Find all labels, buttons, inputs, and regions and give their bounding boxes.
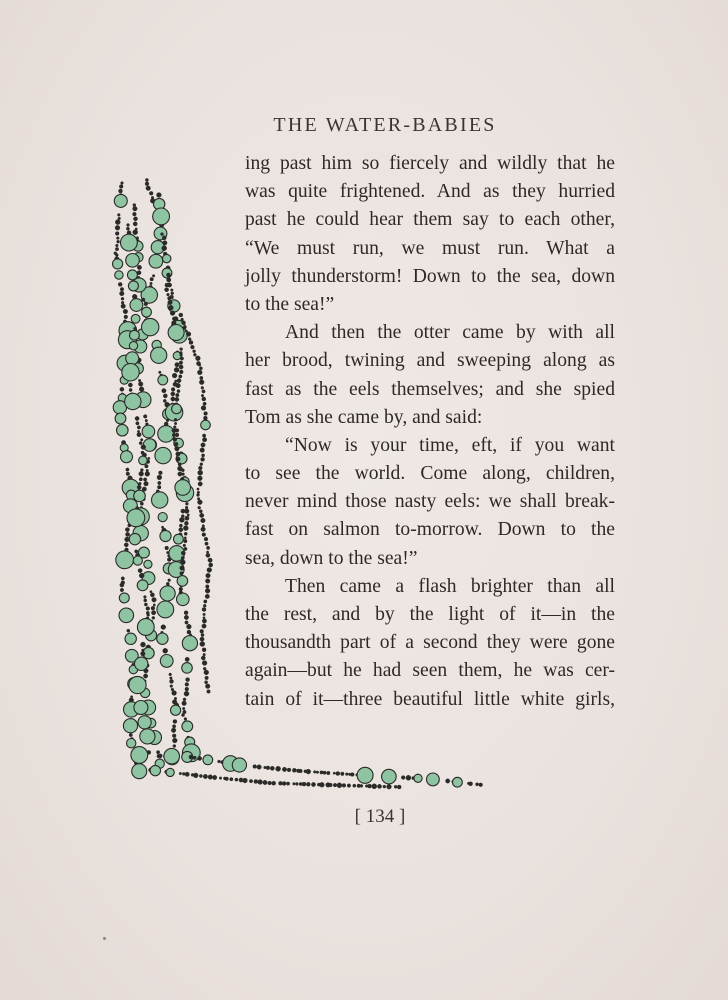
- running-head: THE WATER-BABIES: [273, 114, 497, 136]
- paper-speck: [103, 937, 106, 940]
- text-line: again—but he had seen them, he was cer-: [245, 660, 615, 682]
- text-line: “Now is your time, eft, if you want: [285, 434, 615, 456]
- text-line: never mind those nasty eels: we shall break-: [245, 491, 615, 513]
- text-line: to see the world. Come along, children,: [245, 463, 615, 485]
- text-line: jolly thunderstorm! Down to the sea, down: [245, 265, 615, 287]
- text-line: “We must run, we must run. What a: [245, 237, 615, 259]
- text-line: the rest, and by the light of it—in the: [245, 604, 615, 625]
- text-line: Tom as she came by, and said:: [245, 406, 483, 428]
- page-number: [ 134 ]: [354, 806, 406, 827]
- text-line: was quite frightened. And as they hurried: [245, 181, 615, 203]
- text-line: her brood, twining and sweeping along as: [245, 350, 615, 372]
- text-line: sea, down to the sea!”: [245, 547, 418, 569]
- text-line: past he could hear them say to each other,: [245, 209, 615, 231]
- body-text: [245, 150, 615, 714]
- text-line: to the sea!”: [245, 293, 335, 315]
- text-line: fast as the eels themselves; and she spied: [245, 378, 615, 400]
- text-line: And then the otter came by with all: [285, 322, 615, 344]
- text-line: thousandth part of a second they were gone: [245, 632, 615, 654]
- text-line: tain of it—three beautiful little white girls,: [245, 688, 615, 710]
- text-line: Then came a flash brighter than all: [285, 575, 615, 597]
- text-line: fast on salmon to-morrow. Down to the: [245, 519, 615, 541]
- text-line: ing past him so fiercely and wildly that he: [245, 153, 615, 174]
